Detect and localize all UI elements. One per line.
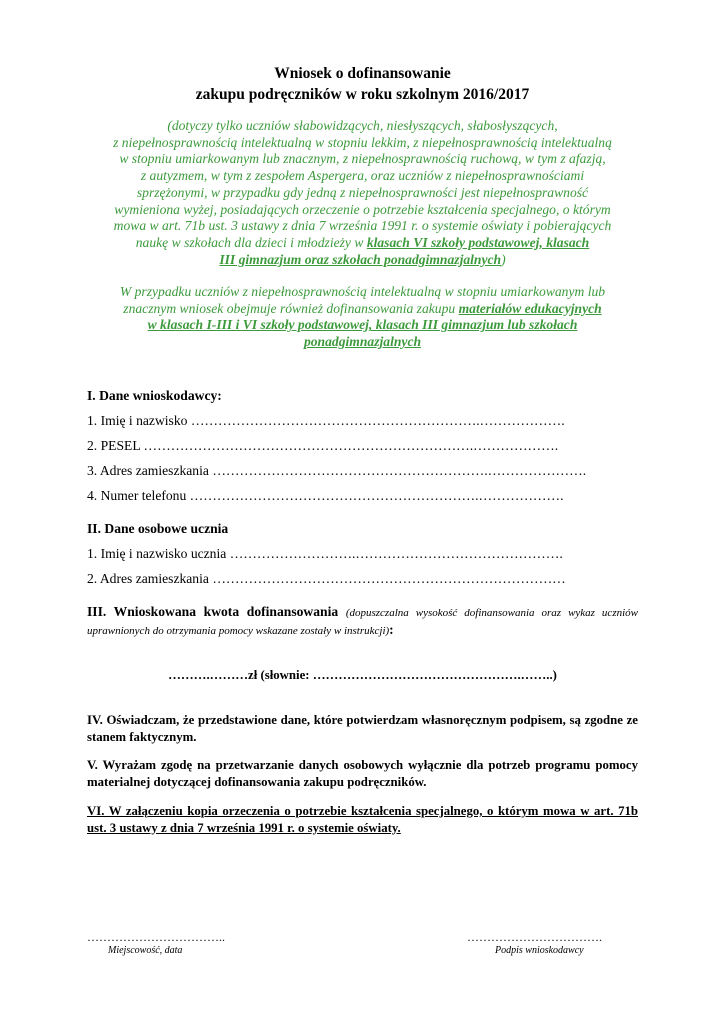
signature-field[interactable]: ……………………………. [467,930,602,944]
eligibility-note-line [60,252,665,269]
attachment-statement: VI. W załączeniu kopia orzeczenia o potrzebie kształcenia specjalnego, o którym mowa w art. 71b ust. 3 ustawy z dnia 7 września 1991 r. o systemie oświaty. [87,804,638,835]
note-line [60,317,665,334]
classes-emphasis: w klasach I-III i VI szkoły podstawowej, klasach III gimnazjum lub szkołach [147,317,578,333]
signature-caption: Podpis wnioskodawcy [495,945,584,956]
form-title-line-2: zakupu podręczników w roku szkolnym 2016/2017 [195,86,530,103]
eligible-classes-emphasis: klasach VI szkoły podstawowej, klasach [366,234,590,250]
eligibility-note-line: wymieniona wyżej, posiadających orzeczenie o potrzebie kształcenia specjalnego, o którym [114,201,611,217]
applicant-address-field[interactable]: 3. Adres zamieszkania …………………………………………………….…………………. [87,463,587,478]
declaration-statement: IV. Oświadczam, że przedstawione dane, które potwierdzam własnoręcznym podpisem, są zgodne ze stanem faktycznym. [87,713,638,744]
applicant-name-field[interactable]: 1. Imię i nazwisko ……………………………………………………….………………. [87,413,565,428]
eligible-classes-emphasis: III gimnazjum oraz szkołach ponadgimnazjalnych [219,251,502,267]
place-date-field[interactable]: …………………………….. [87,930,225,944]
requested-amount-heading: III. Wnioskowana kwota dofinansowania [87,604,339,619]
educational-materials-emphasis: materiałów edukacyjnych [458,300,602,316]
eligibility-note-line: sprzężonymi, w przypadku gdy jedną z niepełnosprawności jest niepełnosprawność [136,184,589,200]
eligibility-note [60,118,665,268]
eligibility-note-line: z niepełnosprawnością intelektualną w stopniu lekkim, z niepełnosprawnością intelektualną [113,134,612,150]
student-address-field[interactable]: 2. Adres zamieszkania …………………………………………………………………… [87,571,566,586]
applicant-phone-field[interactable]: 4. Numer telefonu ……………………………………………………….………………. [87,488,564,503]
section-student-heading: II. Dane osobowe ucznia [87,521,229,536]
requested-amount-colon: : [389,621,394,637]
note-text: znacznym wniosek obejmuje również dofinansowania zakupu [123,300,459,316]
place-date-caption: Miejscowość, data [108,945,183,956]
applicant-pesel-field[interactable]: 2. PESEL ……………………………………………………………….………………. [87,438,559,453]
form-title-line-1: Wniosek o dofinansowanie [274,65,451,82]
eligibility-note-line: (dotyczy tylko uczniów słabowidzących, niesłyszących, słabosłyszących, [167,118,558,133]
student-name-field[interactable]: 1. Imię i nazwisko ucznia ……………………….………………………………………. [87,546,563,561]
amount-field[interactable]: ……….………zł (słownie: ………………………………………….……..) [168,668,557,682]
section-applicant-heading: I. Dane wnioskodawcy: [87,388,222,403]
intellectual-disability-note [60,284,665,351]
eligibility-note-line: mowa w art. 71b ust. 3 ustawy z dnia 7 września 1991 r. o systemie oświaty i pobierających [113,218,612,234]
data-processing-consent: V. Wyrażam zgodę na przetwarzanie danych osobowych wyłącznie dla potrzeb programu pomocy materialnej dotyczącej dofinansowania zakupu podręczników. [87,758,638,789]
note-line [60,334,665,351]
eligibility-note-line: z autyzmem, w tym z zespołem Aspergera, oraz uczniów z niepełnosprawnościami [140,168,585,184]
note-line: W przypadku uczniów z niepełnosprawnością intelektualną w stopniu umiarkowanym lub [119,284,606,299]
eligibility-note-line [60,235,665,252]
note-line [60,301,665,318]
eligibility-note-text: naukę w szkołach dla dzieci i młodzieży w [135,234,367,250]
requested-amount-note: (dopuszczalna wysokość dofinansowania oraz wykaz uczniów uprawnionych do otrzymania pomocy wskazane zostały w instrukcji) [87,607,638,637]
section-requested-amount [87,604,638,639]
eligibility-note-line: w stopniu umiarkowanym lub znacznym, z niepełnosprawnością ruchową, w tym z afazją, [119,151,606,167]
eligibility-note-text: ) [501,251,506,267]
classes-emphasis: ponadgimnazjalnych [303,334,422,350]
